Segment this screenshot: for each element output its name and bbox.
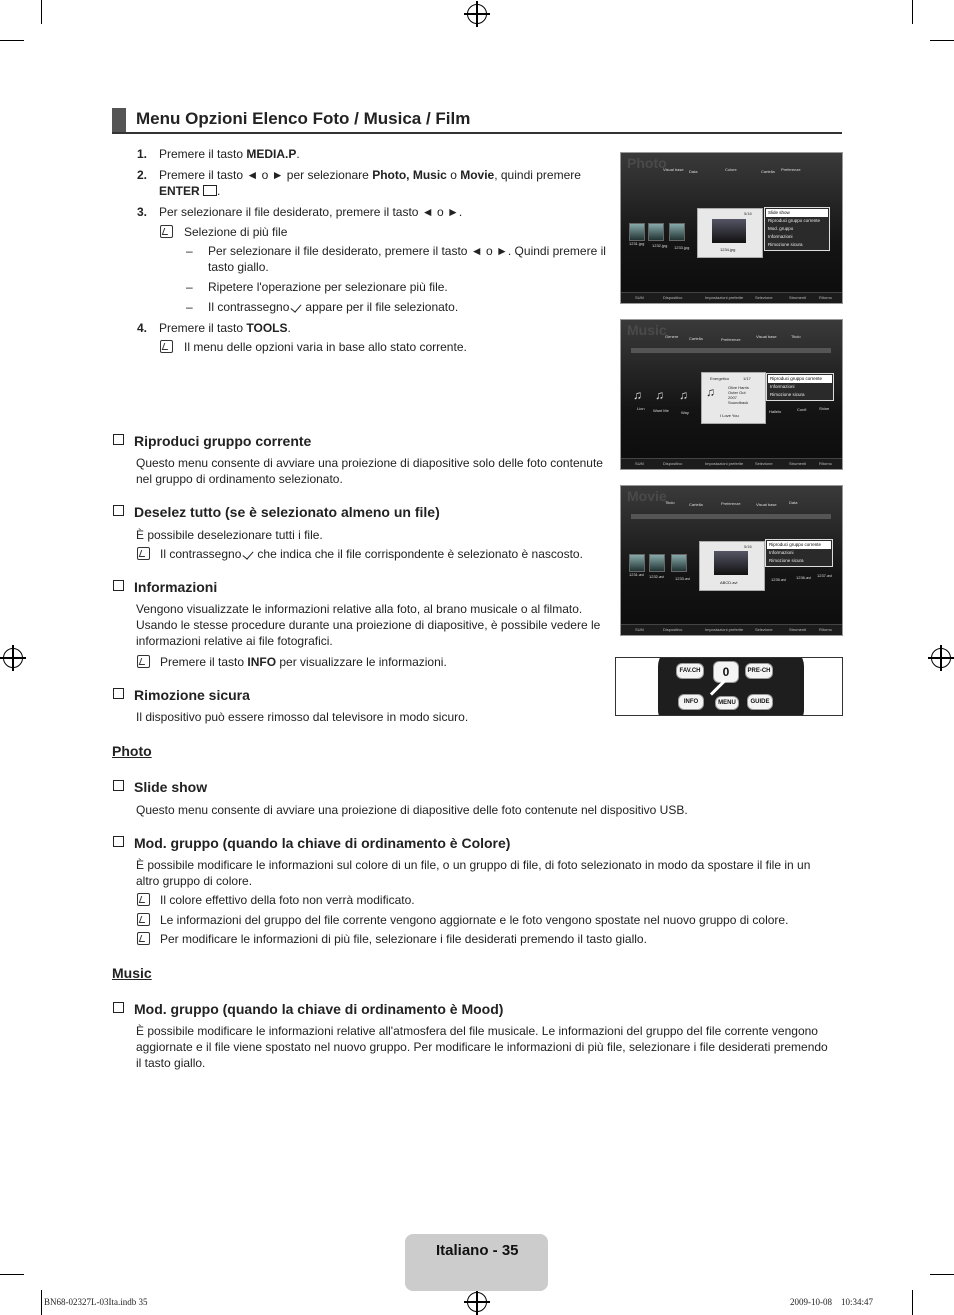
menu-item[interactable]: Riproduci gruppo corrente (768, 375, 832, 383)
section-title-photo: Photo (112, 743, 152, 759)
note-text: Selezione di più file (184, 225, 288, 239)
screen-bottom-bar: SUM Dispositivo Impostazioni preferite Selezione Strumenti Ritorno (621, 292, 842, 303)
step-3: Per selezionare il file desiderato, premere il tasto ◄ o ►. (159, 205, 463, 219)
selected-file-card: Energetico 1/17 ♫ Olive Harris Outer Out 2007 Soundtrack I Love You (701, 372, 766, 424)
photo-thumbnail (629, 223, 645, 241)
page-number: Italiano - 35 (436, 1242, 519, 1259)
step-number: 1. (137, 147, 148, 161)
section-body: Questo menu consente di avviare una proiezione di diapositive solo delle foto contenute nel gruppo di ordinamento selezionato. (136, 456, 603, 486)
section-body: È possibile modificare le informazioni relative all'atmosfera del file musicale. Le informazioni del gruppo del file corrente vengono aggiornate e il file viene spostato nel nuovo gruppo. Per modificare le informazioni di più file, selezionare i file desiderati premendo il tasto giallo. (136, 1024, 828, 1070)
note-icon (137, 893, 150, 906)
crop-mark (912, 1290, 913, 1315)
print-timestamp: 2009-10-08 10:34:47 (790, 1297, 873, 1307)
step-number: 2. (137, 168, 148, 182)
file-name: 1233.avi (675, 576, 691, 581)
section-heading: Rimozione sicura (113, 687, 250, 703)
file-name: Lion (637, 406, 645, 411)
menu-item[interactable]: Informazioni (768, 234, 793, 239)
note-icon (137, 913, 150, 926)
section-title-music: Music (112, 965, 152, 981)
screen-tab: Colore (725, 167, 737, 172)
checkbox-bullet-icon (113, 780, 124, 791)
note-icon (160, 225, 173, 238)
crop-mark (41, 1290, 42, 1315)
screen-tab: Preferenze (781, 167, 801, 172)
sort-track (631, 348, 831, 353)
note-text: Per modificare le informazioni di più file, selezionare i file desiderati premendo il tasto giallo. (160, 932, 647, 946)
movie-thumbnail (649, 554, 665, 572)
screen-tab: Preferenze (721, 501, 741, 506)
file-name: 1231.avi (629, 572, 645, 577)
movie-preview (714, 551, 748, 575)
menu-item[interactable]: Rimozione sicura (768, 242, 803, 247)
selected-file-card (699, 541, 765, 591)
file-name: Want Me (653, 408, 669, 413)
section-heading: Riproduci gruppo corrente (113, 433, 311, 449)
page-number-tab (405, 1234, 548, 1291)
checkbox-bullet-icon (113, 580, 124, 591)
screen-tab: Visual base (663, 167, 684, 172)
registration-mark-icon (931, 648, 951, 668)
music-note-icon: ♫ (679, 388, 688, 402)
screen-watermark: Music (627, 322, 667, 338)
guide-button: GUIDE (747, 694, 773, 710)
title-block (112, 108, 126, 132)
file-name: 1232.jpg (652, 243, 668, 248)
section-body: Il dispositivo può essere rimosso dal televisore in modo sicuro. (136, 710, 469, 724)
music-screen (620, 319, 843, 470)
file-counter: 5/16 (744, 211, 752, 216)
section-heading: Mod. gruppo (quando la chiave di ordinamento è Mood) (113, 1001, 503, 1017)
note-icon (137, 932, 150, 945)
note-text: Il colore effettivo della foto non verrà modificato. (160, 893, 415, 907)
section-heading: Deselez tutto (se è selezionato almeno un file) (113, 504, 440, 520)
step-number: 3. (137, 205, 148, 219)
checkmark-icon (291, 301, 302, 313)
section-heading: Slide show (113, 779, 207, 795)
screen-tab: Genere (665, 334, 679, 339)
photo-thumbnail (648, 223, 664, 241)
crop-mark (41, 0, 42, 24)
checkbox-bullet-icon (113, 434, 124, 445)
file-name: ABCD.avi (720, 580, 738, 585)
section-heading: Informazioni (113, 579, 217, 595)
file-name: Way (681, 410, 689, 415)
menu-item[interactable]: Slide show (766, 209, 828, 217)
screen-tab: Titolo (665, 500, 675, 505)
tools-menu[interactable] (765, 539, 833, 567)
step-2: Premere il tasto ◄ o ► per selezionare Photo, Music o Movie, quindi premere ENTER . (159, 168, 581, 198)
menu-item[interactable]: Rimozione sicura (769, 558, 804, 563)
menu-item[interactable]: Informazioni (769, 550, 794, 555)
photo-screen (620, 152, 843, 304)
file-name: I Love You (720, 413, 739, 418)
note-text: Il contrassegno che indica che il file corrispondente è selezionato è nascosto. (160, 547, 583, 561)
section-heading: Mod. gruppo (quando la chiave di ordinamento è Colore) (113, 835, 510, 851)
screen-bottom-bar: SUM Dispositivo Impostazioni preferite Selezione Strumenti Ritorno (621, 624, 842, 635)
file-name: 1236.avi (796, 575, 812, 580)
enter-icon (203, 185, 217, 196)
remote-control-illustration (615, 657, 843, 716)
sort-track (631, 514, 831, 519)
note-icon (160, 340, 173, 353)
registration-mark-icon (467, 1292, 487, 1312)
screen-watermark: Movie (627, 488, 667, 504)
file-name: 1235.avi (771, 577, 787, 582)
file-name: 1233.jpg (674, 245, 690, 250)
movie-thumbnail (671, 554, 687, 572)
card-title: Energetico (710, 376, 730, 381)
photo-preview (712, 219, 746, 243)
menu-item[interactable]: Rimozione sicura (770, 392, 805, 397)
dash-item: Per selezionare il file desiderato, premere il tasto ◄ o ►. Quindi premere il tasto giallo. (208, 244, 606, 274)
screen-tab: Preferenze (721, 337, 741, 342)
note-text: Il menu delle opzioni varia in base allo stato corrente. (184, 340, 467, 354)
page-title: Menu Opzioni Elenco Foto / Musica / Film (136, 109, 471, 128)
file-name: Confi (797, 407, 807, 412)
print-file-info: BN68-02327L-03Ita.indb 35 (44, 1297, 148, 1307)
section-body: Questo menu consente di avviare una proiezione di diapositive delle foto contenute nel dispositivo USB. (136, 803, 688, 817)
info-button: INFO (678, 694, 704, 710)
file-name: 1234.jpg (720, 247, 736, 252)
checkbox-bullet-icon (113, 505, 124, 516)
note-icon (137, 655, 150, 668)
movie-thumbnail (629, 554, 645, 572)
step-number: 4. (137, 321, 148, 335)
file-name: 1237.avi (817, 573, 833, 578)
menu-item[interactable]: Mod. gruppo (768, 226, 794, 231)
file-counter: 1/17 (743, 376, 751, 381)
step-4: Premere il tasto TOOLS. (159, 321, 291, 335)
crop-mark (930, 1274, 954, 1275)
checkbox-bullet-icon (113, 1002, 124, 1013)
tools-menu[interactable] (764, 207, 830, 251)
checkbox-bullet-icon (113, 836, 124, 847)
file-counter: 5/16 (744, 544, 752, 549)
crop-mark (0, 40, 24, 41)
selected-file-card (697, 208, 763, 258)
checkbox-bullet-icon (113, 688, 124, 699)
crop-mark (912, 0, 913, 24)
section-body: È possibile deselezionare tutti i file. (136, 528, 323, 542)
registration-mark-icon (3, 648, 23, 668)
tools-menu[interactable] (766, 373, 834, 401)
music-note-icon: ♫ (706, 385, 715, 399)
music-note-icon: ♫ (633, 388, 642, 402)
menu-item[interactable]: Riproduci gruppo corrente (767, 541, 831, 549)
movie-screen (620, 485, 843, 636)
step-1: Premere il tasto MEDIA.P. (159, 147, 300, 161)
crop-mark (930, 40, 954, 41)
screen-tab: Visual base (756, 502, 777, 507)
crop-mark (0, 1274, 24, 1275)
file-name: 1232.avi (649, 574, 665, 579)
checkmark-icon (243, 548, 254, 560)
pre-ch-button: PRE-CH (745, 663, 773, 679)
screen-tab: Visual base (756, 334, 777, 339)
screen-watermark: Photo (627, 155, 667, 171)
screen-tab: Titolo (791, 334, 801, 339)
menu-item[interactable]: Riproduci gruppo corrente (768, 218, 821, 223)
menu-item[interactable]: Informazioni (770, 384, 795, 389)
note-icon (137, 547, 150, 560)
page-title-bar (112, 108, 842, 134)
registration-mark-icon (467, 4, 487, 24)
screen-tab: Cartella (689, 336, 703, 341)
fav-ch-button: FAV.CH (676, 663, 704, 679)
file-name: 1231.jpg (629, 241, 645, 246)
note-text: Premere il tasto INFO per visualizzare le informazioni. (160, 655, 447, 669)
file-name: Hallelo (769, 409, 782, 414)
screen-tab: Cartella (761, 169, 775, 174)
screen-tab: Data (789, 500, 798, 505)
music-note-icon: ♫ (655, 388, 664, 402)
zero-button: 0 (713, 661, 739, 683)
section-body: Vengono visualizzate le informazioni relative alla foto, al brano musicale o al filmato. Usando le stesse procedure durante una proiezione di diapositive, è possibile vedere le informazioni relative ai file fotografici. (136, 602, 601, 648)
note-text: Le informazioni del gruppo del file corrente vengono aggiornate e le foto vengono spostate nel nuovo gruppo di colore. (160, 913, 789, 927)
section-body: È possibile modificare le informazioni sul colore di un file, o un gruppo di file, di foto selezionato in modo da spostare il file in un altro gruppo di colore. (136, 858, 811, 888)
menu-button: MENU (715, 696, 739, 710)
screen-tab: Cartella (689, 502, 703, 507)
dash-item: Ripetere l'operazione per selezionare più file. (208, 280, 448, 294)
screen-tab: Data (689, 169, 698, 174)
screen-bottom-bar: SUM Dispositivo Impostazioni preferite Selezione Strumenti Ritorno (621, 458, 842, 469)
photo-thumbnail (669, 223, 685, 241)
dash-item: Il contrassegno appare per il file selezionato. (208, 300, 459, 314)
file-name: Shine (819, 406, 830, 411)
